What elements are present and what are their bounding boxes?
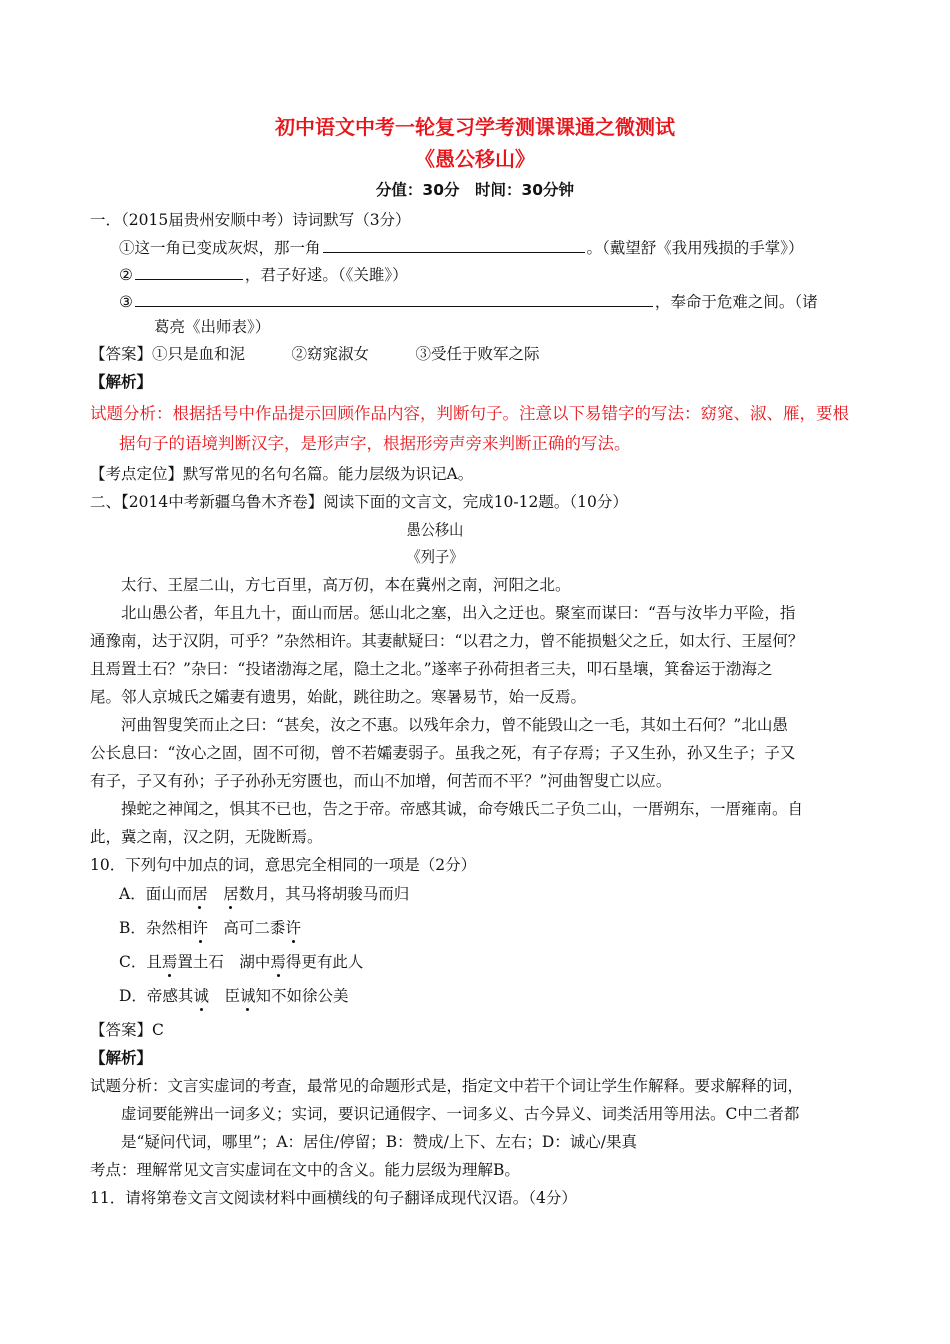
q1-item2-blank	[135, 263, 243, 280]
passage-line: 此，冀之南，汉之阴，无陇断焉。	[90, 828, 323, 846]
q1-answer: 【答案】①只是血和泥 ②窈窕淑女 ③受任于败军之际	[90, 345, 540, 363]
dotted-word: 焉	[161, 953, 178, 971]
passage-line: 通豫南，达于汉阴，可乎？”杂然相许。其妻献疑曰：“以君之力，曾不能损魁父之丘，如太行、王屋何？	[90, 632, 804, 650]
q1-analysis-line1: 试题分析：根据括号中作品提示回顾作品内容，判断句子。注意以下易错字的写法：窈窕、淑、雁，要根	[90, 404, 849, 423]
q1-item2-text-a: ②	[119, 266, 133, 284]
q1-kaodian: 【考点定位】默写常见的名句名篇。能力层级为识记A。	[90, 465, 474, 483]
q1-analysis-line2: 据句子的语境判断汉字，是形声字，根据形旁声旁来判断正确的写法。	[119, 434, 631, 453]
q1-heading: 一．（2015届贵州安顺中考）诗词默写（3分）	[90, 211, 411, 229]
dotted-word: 许	[285, 919, 301, 937]
q10-heading: 10．下列句中加点的词，意思完全相同的一项是（2分）	[90, 856, 477, 874]
q10-analysis-label: 【解析】	[90, 1048, 153, 1067]
q1-item2-text-b: ，君子好逑。（《关雎》）	[244, 266, 408, 284]
dotted-word: 焉	[270, 953, 286, 971]
q10-option-a	[119, 884, 409, 904]
option-text: D．帝感其	[119, 987, 194, 1005]
q10-analysis-line3: 是“疑问代词，哪里”；A：居住/停留；B：赞成/上下、左右；D：诚心/果真	[90, 1133, 638, 1151]
q1-item3-text-b: ，奉命于危难之间。（诸	[654, 293, 818, 311]
q1-item2	[119, 263, 408, 285]
passage-line: 北山愚公者，年且九十，面山而居。惩山北之塞，出入之迂也。聚室而谋曰：“吾与汝毕力平险，指	[90, 604, 796, 622]
passage-line: 河曲智叟笑而止之曰：“甚矣，汝之不惠。以残年余力，曾不能毁山之一毛，其如土石何？”北山愚	[90, 716, 788, 734]
q1-item1-text-b: 。（戴望舒《我用残损的手掌》）	[586, 239, 804, 257]
option-text: A．面山而	[119, 885, 193, 903]
passage-line: 有子，子又有孙；子子孙孙无穷匮也，而山不加增，何苦而不平？”河曲智叟亡以应。	[90, 772, 672, 790]
q1-item3-blank	[135, 290, 653, 307]
passage-title: 愚公移山	[406, 521, 464, 539]
q10-kaodian: 考点：理解常见文言实虚词在文中的含义。能力层级为理解B。	[90, 1161, 520, 1179]
option-text: C．且	[119, 953, 162, 971]
q1-item1	[119, 236, 804, 258]
dotted-word: 诚	[239, 987, 256, 1005]
option-text: 数月，其马将胡骏马而归	[238, 885, 410, 903]
q11-heading: 11．请将第卷文言文阅读材料中画横线的句子翻译成现代汉语。（4分）	[90, 1189, 577, 1207]
q10-option-b	[119, 918, 301, 938]
q1-item3	[119, 290, 818, 312]
option-text: 置土石 湖中	[177, 953, 271, 971]
q10-answer: 【答案】C	[90, 1021, 164, 1039]
passage-line: 尾。邻人京城氏之孀妻有遗男，始龀，跳往助之。寒暑易节，始一反焉。	[90, 688, 587, 706]
option-text: 得更有此人	[285, 953, 364, 971]
score-time-line: 分值：30分 时间：30分钟	[375, 181, 575, 199]
option-text	[208, 885, 224, 903]
option-text: 知不如徐公美	[255, 987, 349, 1005]
q1-item3-cont: 葛亮《出师表》）	[154, 318, 271, 336]
dotted-word: 居	[223, 885, 239, 903]
q2-heading: 二、【2014中考新疆乌鲁木齐卷】阅读下面的文言文，完成10-12题。（10分）	[90, 493, 628, 511]
dotted-word: 诚	[193, 987, 209, 1005]
option-text: 高可二黍	[207, 919, 286, 937]
dotted-word: 许	[192, 919, 208, 937]
document-subtitle: 《愚公移山》	[415, 147, 535, 171]
q10-option-d	[119, 986, 349, 1006]
dotted-word: 居	[192, 885, 208, 903]
option-text: B．杂然相	[119, 919, 193, 937]
q1-item3-text-a: ③	[119, 293, 133, 311]
passage-line: 操蛇之神闻之，惧其不已也，告之于帝。帝感其诚，命夸娥氏二子负二山，一厝朔东，一厝雍南。自	[90, 800, 804, 818]
q10-option-c	[119, 952, 363, 972]
q1-item1-text-a: ①这一角已变成灰烬，那一角	[119, 239, 321, 257]
q10-analysis-line2: 虚词要能辨出一词多义；实词，要识记通假字、一词多义、古今异义、词类活用等用法。C中二者都	[90, 1105, 800, 1123]
q1-item1-blank	[323, 236, 585, 253]
option-text: 臣	[208, 987, 240, 1005]
passage-line: 太行、王屋二山，方七百里，高万仞，本在冀州之南，河阳之北。	[90, 576, 571, 594]
passage-source: 《列子》	[406, 548, 464, 566]
document-title: 初中语文中考一轮复习学考测课课通之微测试	[275, 115, 675, 139]
passage-line: 且焉置土石？”杂曰：“投诸渤海之尾，隐土之北。”遂率子孙荷担者三夫，叩石垦壤，箕畚运于渤海之	[90, 660, 773, 678]
q10-analysis-line1: 试题分析：文言实虚词的考查，最常见的命题形式是，指定文中若干个词让学生作解释。要求解释的词，	[90, 1077, 804, 1095]
passage-line: 公长息曰：“汝心之固，固不可彻，曾不若孀妻弱子。虽我之死，有子存焉；子又生孙，孙又生子；子又	[90, 744, 796, 762]
q1-analysis-label: 【解析】	[90, 372, 153, 391]
